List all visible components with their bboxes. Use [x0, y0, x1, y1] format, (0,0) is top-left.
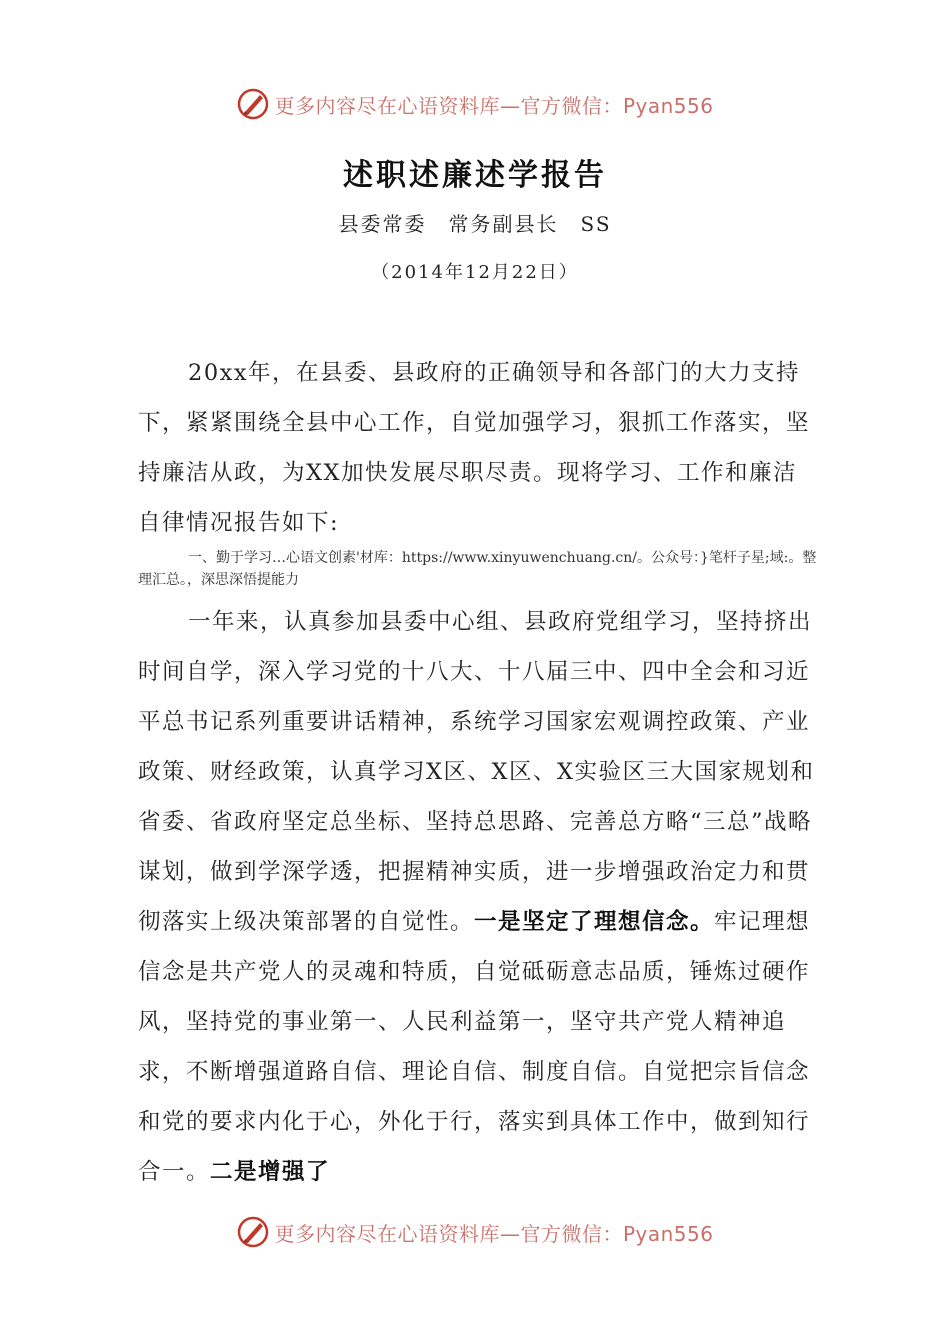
paragraph-text-part2: 牢记理想信念是共产党人的灵魂和特质，自觉砥砺意志品质，锤炼过硬作风，坚持党的事业第一、人民利益第一，坚守共产党人精神追求，不断增强道路自信、理论自信、制度自信。自觉把宗旨信念和党的要求内化于心，外化于行，落实到具体工作中，做到知行合一。 [138, 909, 811, 1185]
footer-watermark-banner [0, 1212, 950, 1252]
intro-paragraph: 20xx年，在县委、县政府的正确领导和各部门的大力支持下，紧紧围绕全县中心工作，自觉加强学习，狠抓工作落实，坚持廉洁从政，为XX加快发展尽职尽责。现将学习、工作和廉洁自律情况报告如下: [138, 360, 811, 536]
body-paragraph [138, 597, 820, 1197]
document-title: 述职述廉述学报告 [343, 158, 607, 193]
pen-logo-icon [236, 1215, 270, 1249]
bold-point-1: 一是坚定了理想信念。 [474, 909, 715, 935]
author-line: 县委常委 常务副县长 SS [338, 212, 612, 236]
date-line: （2014年12月22日） [371, 262, 579, 283]
paragraph-text-part1: 一年来，认真参加县委中心组、县政府党组学习，坚持挤出时间自学，深入学习党的十八大、十八届三中、四中全会和习近平总书记系列重要讲话精神，系统学习国家宏观调控政策、产业政策、财经政策，认真学习X区、X区、X实验区三大国家规划和省委、省政府坚定总坐标、坚持总思路、完善总方略“三总”战略谋划，做到学深学透，把握精神实质，进一步增强政治定力和贯彻落实上级决策部署的自觉性。 [138, 609, 815, 935]
section-heading-note: 一、勤于学习…心语文创素'材库：https://www.xinyuwenchuang.cn/。公众号：}笔杆子星;域:。整理汇总。，深思深悟提能力 [138, 550, 817, 588]
header-watermark-banner [0, 84, 950, 124]
pen-logo-icon [236, 87, 270, 121]
bold-point-2: 二是增强了 [210, 1159, 331, 1185]
watermark-text: 更多内容尽在心语资料库—官方微信：Pyan556 [274, 1221, 714, 1246]
watermark-text: 更多内容尽在心语资料库—官方微信：Pyan556 [274, 93, 714, 118]
